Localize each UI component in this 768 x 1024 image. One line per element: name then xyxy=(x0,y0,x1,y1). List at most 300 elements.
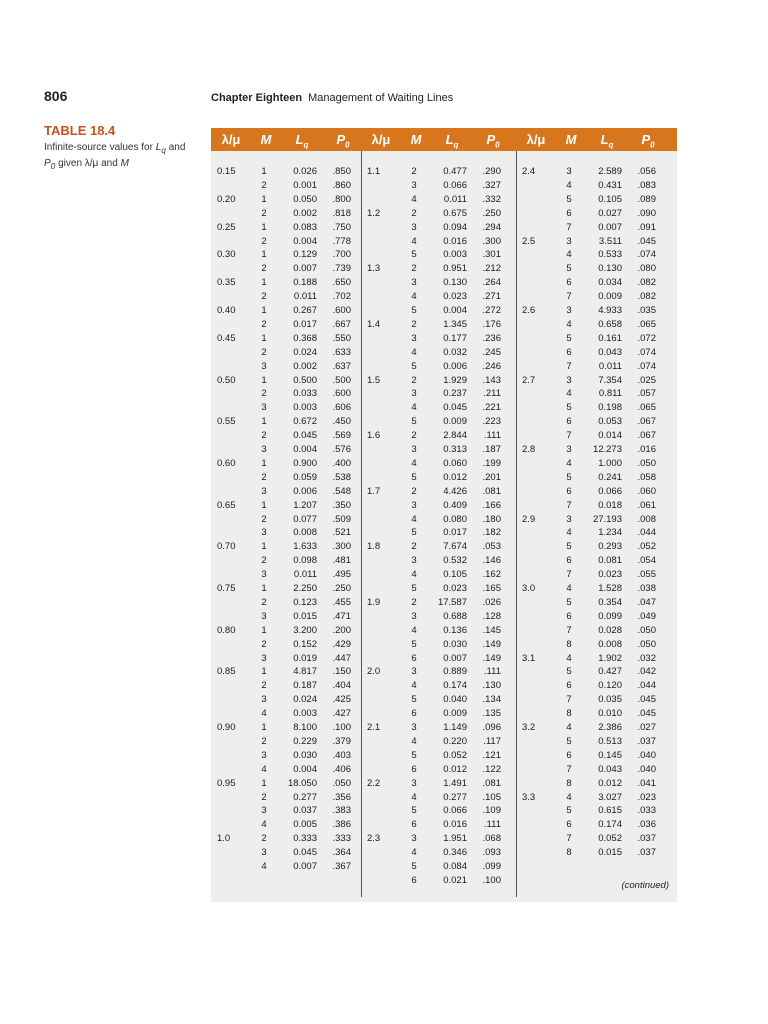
hdr-lq-base: L xyxy=(600,132,609,147)
hdr-lq xyxy=(588,128,626,151)
cell-lq: 0.177 xyxy=(443,332,467,344)
cell-m: 2 xyxy=(261,596,267,608)
cell-ratio xyxy=(217,693,241,706)
cell-m: 3 xyxy=(411,221,417,233)
cell-m: 5 xyxy=(566,596,572,608)
cell-m: 2 xyxy=(411,374,417,386)
cell-ratio: 0.95 xyxy=(217,777,236,789)
cell-m: 5 xyxy=(411,305,417,316)
cell-lq: 0.615 xyxy=(598,805,622,817)
cell-p0: .383 xyxy=(332,805,351,817)
cell-ratio xyxy=(367,526,391,539)
cell-lq: 0.237 xyxy=(443,388,467,400)
column-divider xyxy=(361,151,362,897)
cell-ratio: 1.8 xyxy=(367,541,381,553)
cell-m: 1 xyxy=(261,777,267,789)
cell-p0: .080 xyxy=(637,263,656,275)
cell-m: 2 xyxy=(261,555,267,567)
cell-m: 6 xyxy=(411,708,417,720)
cell-p0: .176 xyxy=(482,318,501,330)
cell-m: 5 xyxy=(411,360,417,372)
cell-ratio xyxy=(217,860,241,873)
cell-lq: 0.077 xyxy=(293,513,317,525)
cell-p0: .667 xyxy=(332,318,351,330)
cell-m: 5 xyxy=(411,805,417,817)
cell-p0: .182 xyxy=(482,527,501,539)
cell-p0: .036 xyxy=(637,819,656,831)
cell-ratio xyxy=(217,804,241,817)
cell-lq: 0.053 xyxy=(598,416,622,428)
cell-m: 6 xyxy=(566,416,572,428)
cell-m: 4 xyxy=(411,193,417,205)
cell-lq: 0.059 xyxy=(293,471,317,483)
cell-ratio: 0.70 xyxy=(217,541,236,553)
cell-lq: 12.273 xyxy=(592,444,622,455)
cell-lq: 0.035 xyxy=(598,694,622,706)
cell-m: 6 xyxy=(566,610,572,622)
cell-ratio xyxy=(522,624,546,637)
cell-ratio xyxy=(522,554,546,567)
cell-lq: 1.528 xyxy=(598,583,622,594)
hdr-lq xyxy=(433,128,471,151)
cell-ratio xyxy=(217,179,241,192)
cell-m: 1 xyxy=(261,332,267,344)
cell-lq: 0.477 xyxy=(443,166,467,177)
cell-lq: 0.045 xyxy=(293,430,317,442)
cell-ratio xyxy=(522,485,546,498)
cell-lq: 0.007 xyxy=(293,263,317,275)
cell-m: 4 xyxy=(261,708,267,720)
cell-p0: .300 xyxy=(332,541,351,553)
cell-ratio xyxy=(367,791,391,804)
cell-lq: 0.023 xyxy=(598,569,622,581)
cell-p0: .162 xyxy=(482,569,501,581)
caption-m: M xyxy=(120,158,129,169)
cell-lq: 0.007 xyxy=(598,221,622,233)
cell-m: 1 xyxy=(261,249,267,261)
cell-lq: 4.817 xyxy=(293,666,317,678)
cell-m: 4 xyxy=(261,819,267,831)
cell-lq: 0.033 xyxy=(293,388,317,400)
cell-lq: 0.008 xyxy=(598,638,622,650)
cell-lq: 0.003 xyxy=(293,402,317,414)
cell-m: 1 xyxy=(261,305,267,316)
cell-ratio xyxy=(522,777,546,790)
cell-ratio xyxy=(367,513,391,526)
cell-lq: 0.066 xyxy=(598,485,622,497)
cell-lq: 0.889 xyxy=(443,666,467,678)
cell-m: 5 xyxy=(566,402,572,414)
cell-lq: 17.587 xyxy=(437,596,467,608)
cell-p0: .025 xyxy=(637,374,656,386)
cell-lq: 0.354 xyxy=(598,596,622,608)
cell-ratio: 0.35 xyxy=(217,277,236,289)
cell-p0: .250 xyxy=(482,207,501,219)
cell-m: 6 xyxy=(566,277,572,289)
cell-m: 2 xyxy=(261,638,267,650)
cell-ratio xyxy=(522,610,546,623)
cell-ratio xyxy=(217,818,241,831)
cell-p0: .149 xyxy=(482,652,501,664)
cell-p0: .038 xyxy=(637,583,656,594)
cell-m: 4 xyxy=(566,583,572,594)
cell-m: 2 xyxy=(261,791,267,803)
cell-ratio: 0.30 xyxy=(217,249,236,261)
cell-ratio xyxy=(367,735,391,748)
cell-m: 4 xyxy=(566,249,572,261)
cell-ratio xyxy=(522,471,546,484)
cell-p0: .096 xyxy=(482,722,501,733)
cell-m: 2 xyxy=(261,318,267,330)
running-header xyxy=(211,92,453,104)
cell-lq: 0.120 xyxy=(598,680,622,692)
cell-ratio xyxy=(522,596,546,609)
cell-p0: .509 xyxy=(332,513,351,525)
cell-ratio: 1.2 xyxy=(367,207,381,219)
cell-m: 8 xyxy=(566,777,572,789)
cell-ratio xyxy=(522,540,546,553)
cell-p0: .538 xyxy=(332,471,351,483)
cell-m: 3 xyxy=(566,235,572,247)
cell-ratio: 0.90 xyxy=(217,722,236,733)
cell-ratio xyxy=(522,665,546,678)
cell-lq: 0.811 xyxy=(598,388,622,400)
cell-m: 4 xyxy=(566,652,572,664)
cell-lq: 1.902 xyxy=(598,652,622,664)
cell-lq: 0.006 xyxy=(293,485,317,497)
cell-m: 3 xyxy=(411,444,417,455)
cell-p0: .111 xyxy=(483,819,501,831)
cell-lq: 0.002 xyxy=(293,207,317,219)
cell-m: 1 xyxy=(261,583,267,594)
cell-ratio: 0.50 xyxy=(217,374,236,386)
cell-p0: .122 xyxy=(482,763,501,775)
cell-ratio: 0.20 xyxy=(217,193,236,205)
cell-p0: .023 xyxy=(637,791,656,803)
cell-m: 3 xyxy=(411,777,417,789)
cell-m: 4 xyxy=(411,791,417,803)
cell-p0: .082 xyxy=(637,277,656,289)
cell-ratio xyxy=(522,429,546,442)
cell-p0: .332 xyxy=(482,193,501,205)
cell-ratio xyxy=(522,679,546,692)
cell-lq: 0.060 xyxy=(443,457,467,469)
cell-p0: .045 xyxy=(637,694,656,706)
cell-m: 2 xyxy=(411,430,417,442)
cell-m: 5 xyxy=(566,332,572,344)
cell-lq: 0.030 xyxy=(293,749,317,761)
cell-lq: 0.008 xyxy=(293,527,317,539)
cell-lq: 0.080 xyxy=(443,513,467,525)
cell-ratio xyxy=(217,596,241,609)
cell-m: 3 xyxy=(566,444,572,455)
cell-p0: .700 xyxy=(332,249,351,261)
cell-ratio xyxy=(522,457,546,470)
cell-ratio xyxy=(367,582,391,595)
cell-m: 4 xyxy=(411,402,417,414)
cell-p0: .221 xyxy=(482,402,501,414)
cell-ratio xyxy=(217,235,241,248)
cell-m: 4 xyxy=(411,735,417,747)
cell-ratio xyxy=(367,846,391,859)
cell-lq: 0.017 xyxy=(443,527,467,539)
cell-p0: .481 xyxy=(332,555,351,567)
cell-p0: .145 xyxy=(482,624,501,636)
cell-ratio xyxy=(367,304,391,317)
cell-m: 5 xyxy=(566,735,572,747)
cell-p0: .067 xyxy=(637,416,656,428)
cell-ratio: 2.8 xyxy=(522,444,536,455)
cell-p0: .047 xyxy=(637,596,656,608)
cell-m: 4 xyxy=(566,318,572,330)
caption-lq-base: L xyxy=(155,142,162,153)
cell-lq: 0.672 xyxy=(293,416,317,428)
cell-m: 1 xyxy=(261,374,267,386)
cell-ratio xyxy=(367,499,391,512)
cell-lq: 0.011 xyxy=(293,569,317,581)
cell-m: 1 xyxy=(261,499,267,511)
cell-ratio xyxy=(522,638,546,651)
caption-prefix: Infinite-source values for xyxy=(44,142,153,153)
cell-p0: .400 xyxy=(332,457,351,469)
cell-p0: .099 xyxy=(482,861,501,872)
cell-ratio: 2.1 xyxy=(367,722,381,733)
cell-p0: .860 xyxy=(332,179,351,191)
cell-lq: 0.313 xyxy=(443,444,467,455)
cell-m: 1 xyxy=(261,221,267,233)
cell-ratio xyxy=(217,707,241,720)
cell-ratio xyxy=(522,318,546,331)
cell-ratio: 2.4 xyxy=(522,166,536,177)
cell-ratio xyxy=(522,401,546,414)
cell-lq: 0.267 xyxy=(293,305,317,316)
cell-lq: 0.007 xyxy=(443,652,467,664)
cell-p0: .027 xyxy=(637,722,656,733)
cell-ratio xyxy=(522,248,546,261)
cell-p0: .081 xyxy=(482,777,501,789)
cell-ratio xyxy=(522,262,546,275)
hdr-m: M xyxy=(260,132,272,147)
cell-ratio xyxy=(367,874,391,887)
cell-m: 1 xyxy=(261,541,267,553)
cell-p0: .201 xyxy=(482,471,501,483)
cell-m: 7 xyxy=(566,694,572,706)
cell-p0: .135 xyxy=(482,708,501,720)
cell-lq: 1.491 xyxy=(443,777,467,789)
cell-lq: 0.010 xyxy=(598,708,622,720)
cell-ratio xyxy=(367,610,391,623)
cell-m: 3 xyxy=(411,722,417,733)
cell-m: 3 xyxy=(261,485,267,497)
cell-p0: .223 xyxy=(482,416,501,428)
cell-m: 2 xyxy=(411,263,417,275)
cell-ratio: 3.3 xyxy=(522,791,536,803)
cell-lq: 0.105 xyxy=(598,193,622,205)
cell-m: 7 xyxy=(566,569,572,581)
cell-m: 7 xyxy=(566,360,572,372)
cell-ratio xyxy=(217,735,241,748)
cell-lq: 1.149 xyxy=(443,722,467,733)
cell-p0: .045 xyxy=(637,235,656,247)
cell-m: 1 xyxy=(261,624,267,636)
cell-p0: .143 xyxy=(482,374,501,386)
cell-p0: .072 xyxy=(637,332,656,344)
hdr-lq-base: L xyxy=(445,132,454,147)
cell-m: 5 xyxy=(411,861,417,872)
cell-p0: .500 xyxy=(332,374,351,386)
hdr-lq-sub: q xyxy=(608,140,614,150)
continued-note: (continued) xyxy=(621,880,669,891)
cell-m: 3 xyxy=(261,694,267,706)
cell-ratio xyxy=(367,193,391,206)
cell-m: 2 xyxy=(411,541,417,553)
cell-p0: .008 xyxy=(637,513,656,525)
cell-p0: .068 xyxy=(482,833,501,845)
cell-lq: 0.123 xyxy=(293,596,317,608)
cell-p0: .109 xyxy=(482,805,501,817)
cell-lq: 1.951 xyxy=(443,833,467,845)
cell-lq: 0.066 xyxy=(443,179,467,191)
cell-lq: 0.094 xyxy=(443,221,467,233)
hdr-lq-sub: q xyxy=(453,140,459,150)
cell-m: 5 xyxy=(411,638,417,650)
cell-lq: 0.293 xyxy=(598,541,622,553)
cell-lq: 0.012 xyxy=(443,471,467,483)
cell-lq: 0.012 xyxy=(598,777,622,789)
cell-m: 2 xyxy=(261,263,267,275)
cell-p0: .245 xyxy=(482,346,501,358)
cell-p0: .199 xyxy=(482,457,501,469)
cell-m: 3 xyxy=(411,388,417,400)
cell-lq: 4.426 xyxy=(443,485,467,497)
cell-ratio xyxy=(367,763,391,776)
cell-lq: 0.028 xyxy=(598,624,622,636)
cell-p0: .379 xyxy=(332,735,351,747)
cell-lq: 0.003 xyxy=(293,708,317,720)
caption-p0-base: P xyxy=(44,158,51,169)
cell-m: 7 xyxy=(566,430,572,442)
cell-p0: .429 xyxy=(332,638,351,650)
hdr-lambda-mu: λ/μ xyxy=(526,132,546,147)
cell-p0: .060 xyxy=(637,485,656,497)
cell-m: 5 xyxy=(566,541,572,553)
cell-ratio: 1.0 xyxy=(217,833,231,845)
cell-p0: .356 xyxy=(332,791,351,803)
cell-p0: .055 xyxy=(637,569,656,581)
cell-p0: .100 xyxy=(332,722,351,733)
cell-lq: 0.016 xyxy=(443,235,467,247)
cell-p0: .146 xyxy=(482,555,501,567)
cell-p0: .044 xyxy=(637,527,656,539)
cell-ratio xyxy=(522,346,546,359)
cell-lq: 0.011 xyxy=(293,291,317,303)
cell-lq: 0.014 xyxy=(598,430,622,442)
cell-ratio xyxy=(217,791,241,804)
cell-m: 3 xyxy=(261,610,267,622)
hdr-m: M xyxy=(565,132,577,147)
table-caption xyxy=(44,141,204,173)
cell-p0: .067 xyxy=(637,430,656,442)
cell-lq: 3.027 xyxy=(598,791,622,803)
cell-p0: .606 xyxy=(332,402,351,414)
cell-p0: .074 xyxy=(637,360,656,372)
cell-p0: .065 xyxy=(637,402,656,414)
cell-p0: .045 xyxy=(637,708,656,720)
cell-lq: 0.032 xyxy=(443,346,467,358)
cell-ratio xyxy=(217,485,241,498)
cell-ratio xyxy=(522,179,546,192)
cell-ratio: 2.3 xyxy=(367,833,381,845)
cell-lq: 2.386 xyxy=(598,722,622,733)
cell-p0: .042 xyxy=(637,666,656,678)
cell-lq: 7.354 xyxy=(598,374,622,386)
cell-p0: .057 xyxy=(637,388,656,400)
cell-m: 3 xyxy=(261,402,267,414)
cell-ratio xyxy=(367,276,391,289)
cell-ratio xyxy=(217,401,241,414)
cell-m: 2 xyxy=(261,430,267,442)
cell-lq: 0.009 xyxy=(443,708,467,720)
cell-ratio xyxy=(367,387,391,400)
hdr-p0-base: P xyxy=(641,132,651,147)
cell-ratio xyxy=(522,693,546,706)
cell-m: 2 xyxy=(411,596,417,608)
hdr-m: M xyxy=(410,132,422,147)
cell-lq: 0.016 xyxy=(443,819,467,831)
cell-lq: 0.009 xyxy=(443,416,467,428)
cell-p0: .425 xyxy=(332,694,351,706)
cell-lq: 0.027 xyxy=(598,207,622,219)
cell-ratio: 1.7 xyxy=(367,485,381,497)
cell-ratio xyxy=(217,429,241,442)
cell-ratio xyxy=(522,193,546,206)
cell-p0: .250 xyxy=(332,583,351,594)
cell-lq: 0.007 xyxy=(293,861,317,872)
cell-m: 4 xyxy=(411,513,417,525)
cell-m: 6 xyxy=(411,763,417,775)
cell-p0: .037 xyxy=(637,833,656,845)
cell-p0: .054 xyxy=(637,555,656,567)
cell-m: 5 xyxy=(411,694,417,706)
cell-m: 8 xyxy=(566,638,572,650)
cell-m: 4 xyxy=(411,569,417,581)
cell-ratio xyxy=(522,332,546,345)
cell-m: 2 xyxy=(261,388,267,400)
cell-p0: .550 xyxy=(332,332,351,344)
cell-lq: 0.034 xyxy=(598,277,622,289)
hdr-p0 xyxy=(325,128,361,151)
cell-ratio xyxy=(217,318,241,331)
cell-p0: .739 xyxy=(332,263,351,275)
cell-lq: 0.688 xyxy=(443,610,467,622)
cell-m: 1 xyxy=(261,416,267,428)
cell-p0: .037 xyxy=(637,735,656,747)
cell-ratio: 0.40 xyxy=(217,305,236,316)
cell-lq: 0.037 xyxy=(293,805,317,817)
cell-lq: 0.045 xyxy=(443,402,467,414)
cell-lq: 0.021 xyxy=(443,874,467,886)
cell-ratio: 3.0 xyxy=(522,583,536,594)
cell-p0: .032 xyxy=(637,652,656,664)
cell-lq: 0.658 xyxy=(598,318,622,330)
cell-ratio: 3.1 xyxy=(522,652,536,664)
cell-lq: 7.674 xyxy=(443,541,467,553)
cell-m: 5 xyxy=(566,805,572,817)
cell-m: 2 xyxy=(261,346,267,358)
caption-given: given λ/μ and xyxy=(58,158,118,169)
cell-lq: 0.130 xyxy=(443,277,467,289)
cell-lq: 0.004 xyxy=(293,444,317,455)
